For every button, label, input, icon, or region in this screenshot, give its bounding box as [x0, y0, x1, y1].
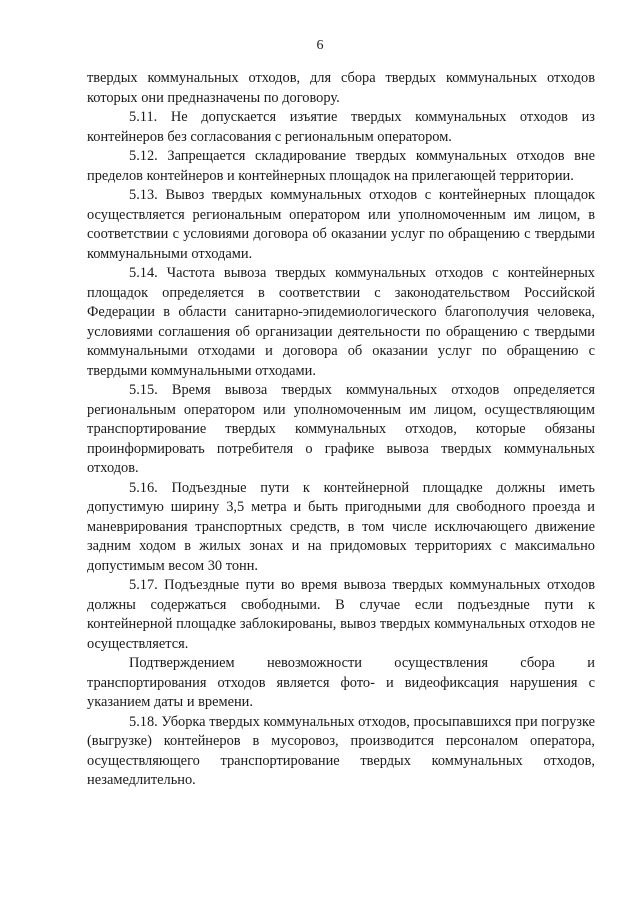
paragraph-continuation: твердых коммунальных отходов, для сбора твердых коммунальных отходов которых они предназначены по договору. — [87, 70, 595, 106]
page-number: 6 — [316, 38, 324, 53]
paragraph-5-11: 5.11. Не допускается изъятие твердых коммунальных отходов из контейнеров без согласования с региональным оператором. — [87, 109, 595, 145]
paragraph-5-13: 5.13. Вывоз твердых коммунальных отходов с контейнерных площадок осуществляется региональным оператором или уполномоченным им лицом, в соответствии с условиями договора об оказании услуг по обращению с твердыми коммунальными отходами. — [87, 187, 595, 262]
paragraph-5-16: 5.16. Подъездные пути к контейнерной площадке должны иметь допустимую ширину 3,5 метра и быть пригодными для свободного проезда и маневрирования транспортных средств, в том числе исключающего движение задним ходом в жилых зонах и на придомовых территориях с максимально допустимым весом 30 тонн. — [87, 479, 595, 574]
paragraph-5-18: 5.18. Уборка твердых коммунальных отходов, просыпавшихся при погрузке (выгрузке) контейнеров в мусоровоз, производится персоналом оператора, осуществляющего транспортирование твердых коммунальных отходов, незамедлительно. — [87, 713, 595, 788]
paragraph-5-17: 5.17. Подъездные пути во время вывоза твердых коммунальных отходов должны содержаться свободными. В случае если подъездные пути к контейнерной площадке заблокированы, вывоз твердых коммунальных отходов не осуществляется. — [87, 577, 595, 652]
paragraph-5-14: 5.14. Частота вывоза твердых коммунальных отходов с контейнерных площадок определяется в соответствии с законодательством Российской Федерации в области санитарно-эпидемиологического благополучия человека, условиями соглашения об организации деятельности по обращению с твердыми коммунальными отходами и договора об оказании услуг по обращению с твердыми коммунальными отходами. — [87, 265, 595, 379]
paragraph-5-15: 5.15. Время вывоза твердых коммунальных отходов определяется региональным оператором или уполномоченным им лицом, осуществляющим транспортирование твердых коммунальных отходов, которые обязаны проинформировать потребителя о графике вывоза твердых коммунальных отходов. — [87, 382, 595, 476]
paragraph-5-12: 5.12. Запрещается складирование твердых коммунальных отходов вне пределов контейнеров и контейнерных площадок на прилегающей территории. — [87, 148, 595, 184]
document-body — [87, 69, 595, 791]
paragraph-confirmation: Подтверждением невозможности осуществления сбора и транспортирования отходов является фото- и видеофиксация нарушения с указанием даты и времени. — [87, 655, 595, 710]
